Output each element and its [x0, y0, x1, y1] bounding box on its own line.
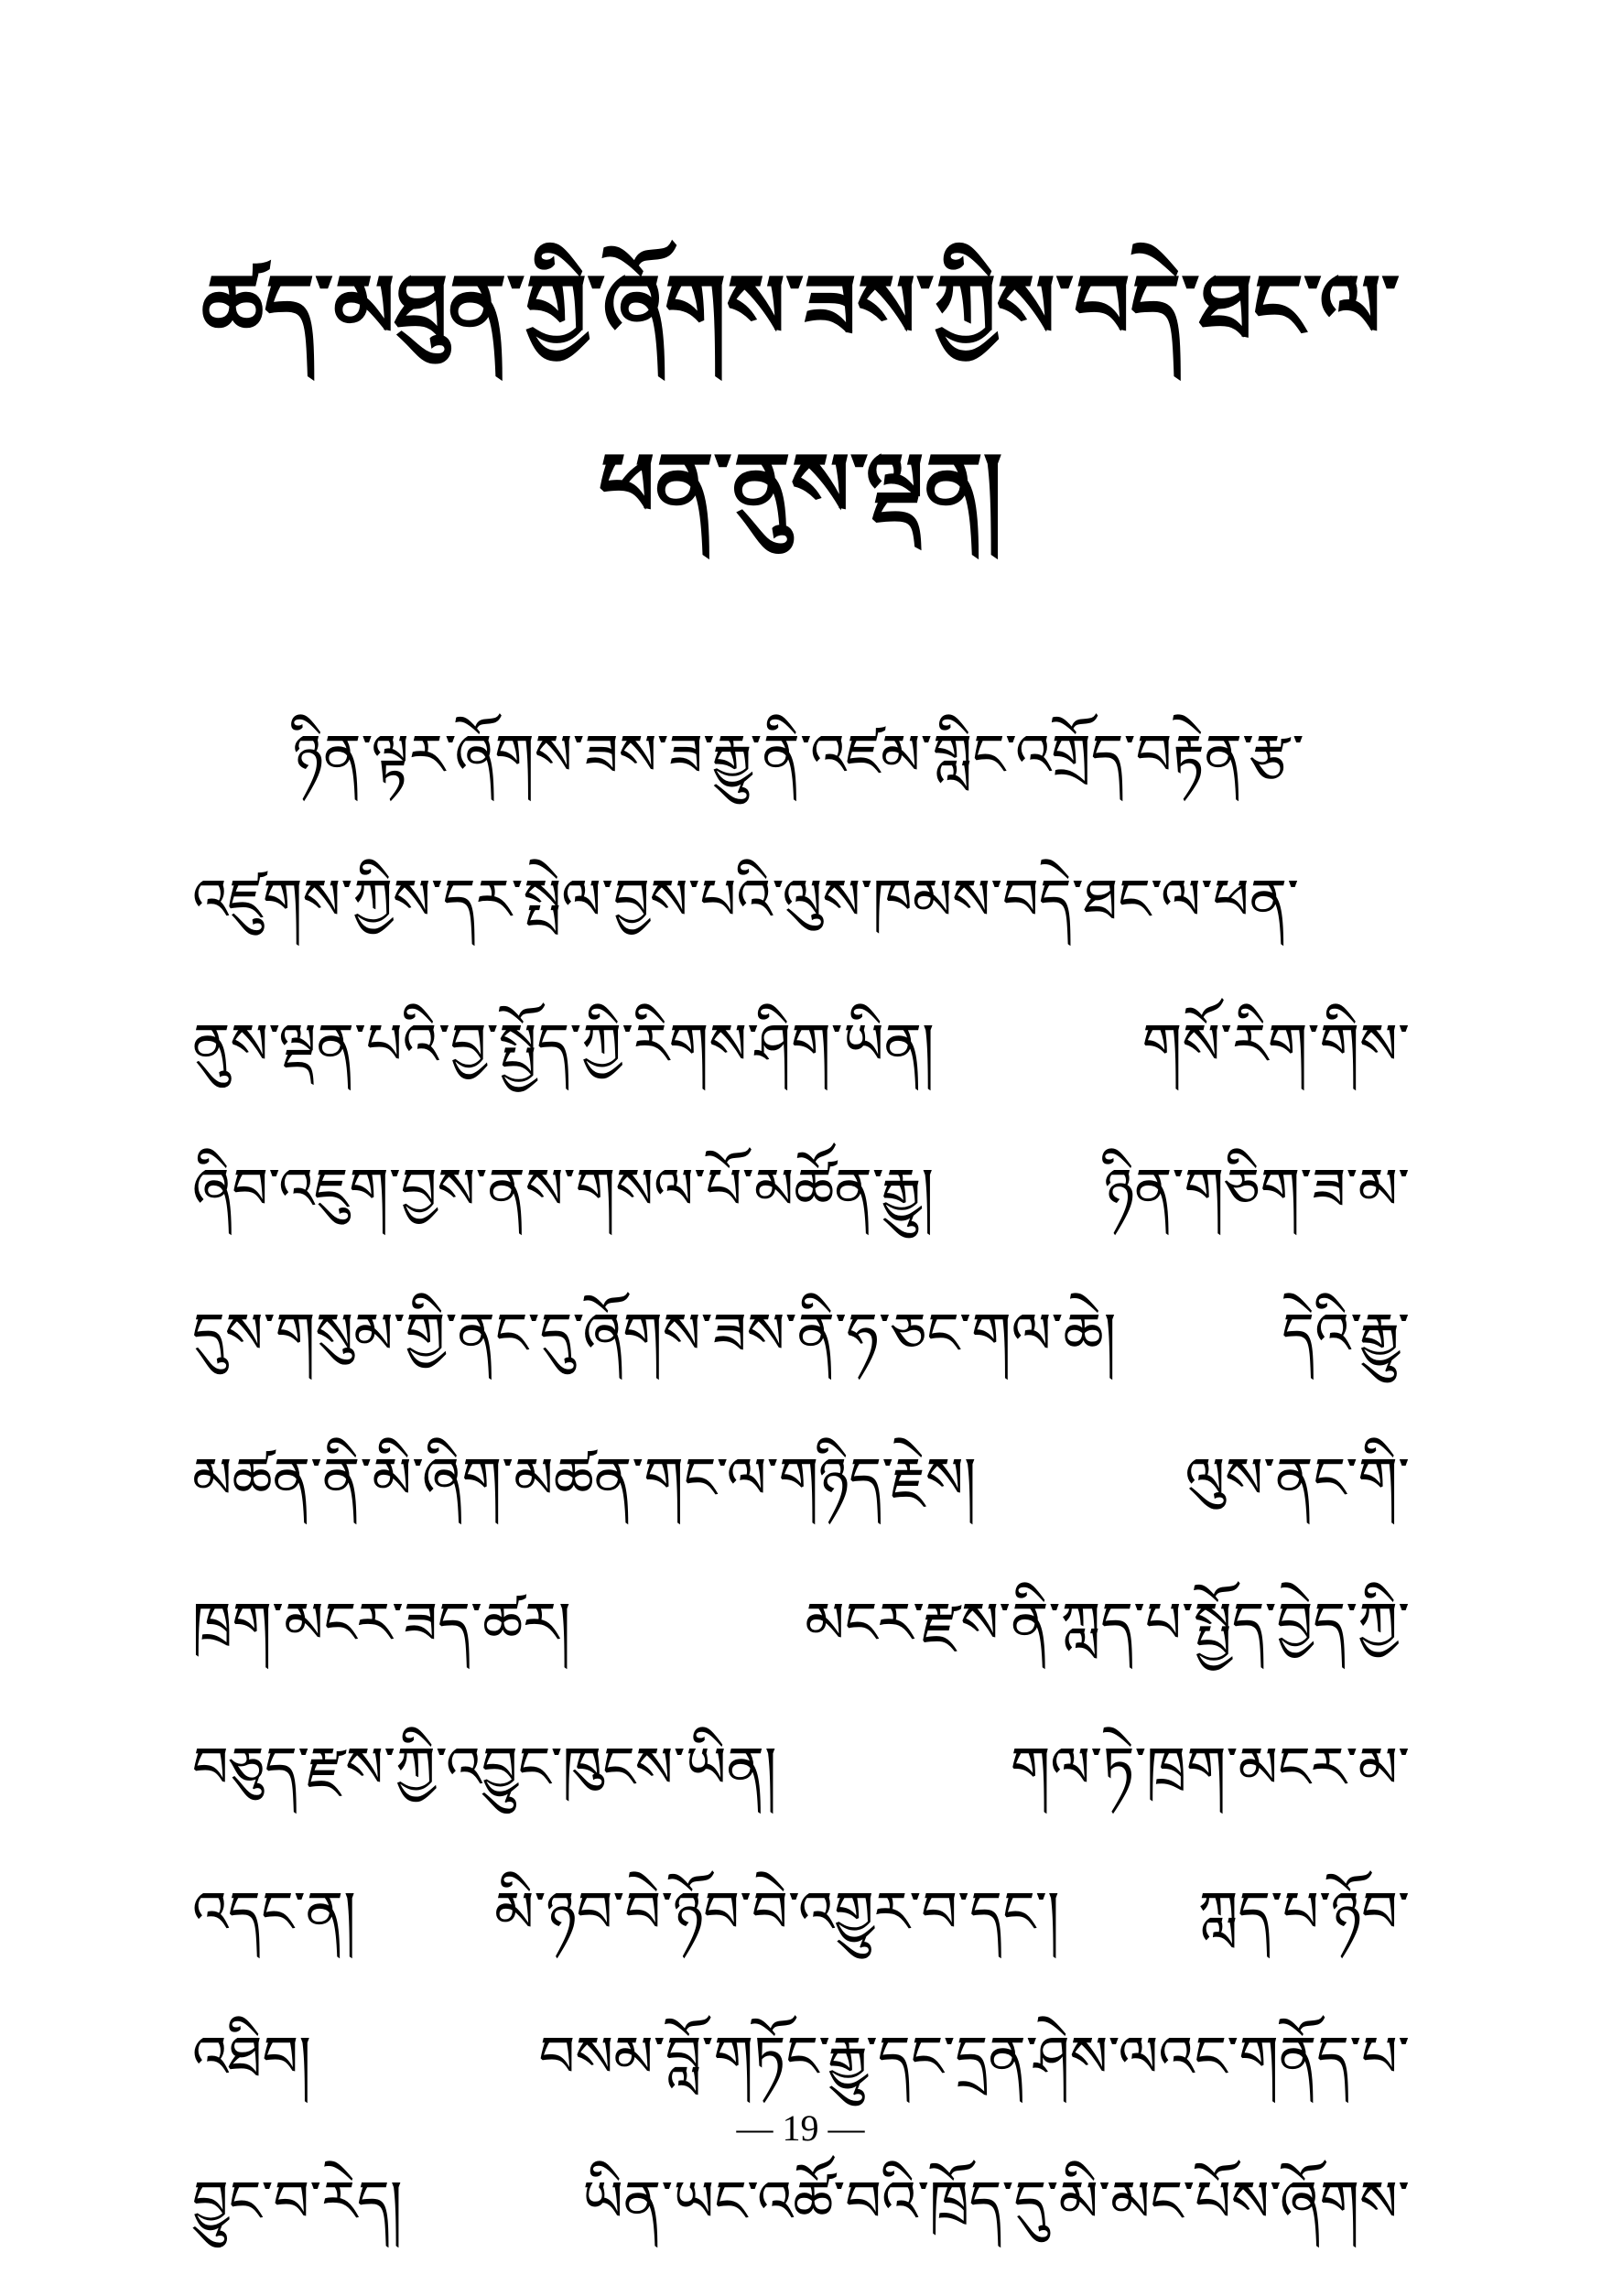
title-line-1: ཚད་མཐུན་གྱི་ཞོགས་ཟས་ཀྱིས་བདེ་ཐང་ལ་	[200, 255, 1401, 358]
body-line: འདང་ན། མི་ཉབ་བེ་ཉོབ་བེ་འགྱུར་བ་དང་། ཀླད་པ་ཉོབ་	[192, 1879, 1410, 1945]
body-line: ཉིན་ལྟར་ཞོགས་ཟས་ཟ་རྒྱུ་ནི་འཛམ་གླིང་འགྲོད་བརྟེན་རྩ་	[293, 721, 1304, 788]
page-number: — 19 —	[736, 2107, 865, 2149]
body-line: འཛུགས་ཀྱིས་དར་སྤེལ་བྱས་པའི་ལུས་ཁམས་བདེ་ཐང་ལ་ཕན་	[192, 866, 1300, 933]
body-line: ནུས་ལྡན་པའི་བྱ་སྤྱོད་ཀྱི་རིགས་ཤིག་ཡིན། གསོ་རིག་གིས་	[192, 1011, 1410, 1078]
body-line: མཚན་ནི་མི་ཞིག་མཚན་གང་ལ་གཉིད་རྗེས། ལུས་ནང་གི་	[192, 1445, 1410, 1511]
body-text	[192, 705, 1410, 2296]
body-line: དུས་གསུམ་གྱི་ནང་དུ་ཞོགས་ཟས་ནི་ཧ་ཅང་གལ་ཆེ། དེའི་རྒྱུ་	[192, 1300, 1410, 1367]
body-line: འཐིབ། བསམ་བློ་གཏོང་རྒྱུ་དང་དྲན་ཤེས་ལའང་གནོད་པ་	[192, 2023, 1410, 2090]
body-line: བྱུང་བ་རེད། ཡིན་ཡང་འཚོ་བའི་ཁྲོད་དུ་མི་མང་པོས་ཞོགས་	[192, 2168, 1410, 2235]
body-line: ཞིབ་འཇུག་བྱས་ནས་གསལ་པོ་མཚོན་རྒྱུ། ཉིན་གཅིག་ཟ་མ་	[192, 1155, 1410, 1222]
body-line: ཁྲག་མངར་ཟད་ཚར། མངར་རྫས་ནི་ཀླད་པ་སྤྱོད་བྱེད་ཀྱི་	[192, 1589, 1410, 1656]
title-line-2: ཕན་ནུས་ལྡན།	[598, 433, 1003, 536]
body-line: བཅུད་རྫས་ཀྱི་འབྱུང་ཁུངས་ཡིན། གལ་ཏེ་ཁྲག་མངར་མ་	[192, 1734, 1410, 1801]
